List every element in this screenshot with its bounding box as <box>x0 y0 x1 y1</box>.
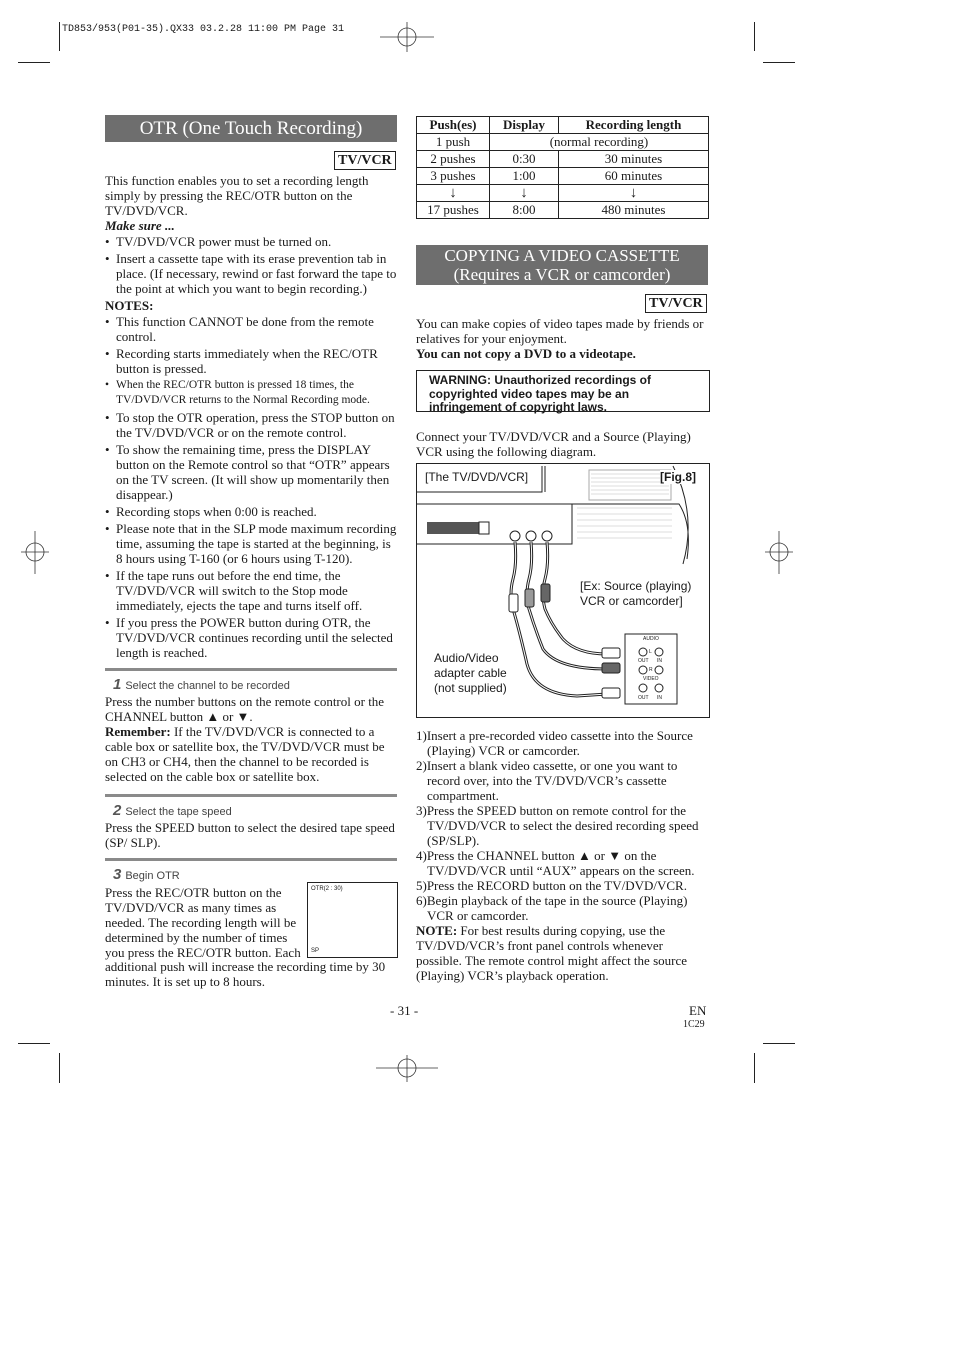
note-item: • Please note that in the SLP mode maximum recording time, assuming the tape is started at the beginning, is 8 hours using T-160 (or 6 hours using T-120). <box>105 521 397 566</box>
make-sure-label: Make sure ... <box>105 218 175 233</box>
panel-out-label: OUT <box>638 658 649 664</box>
otr-screen-speed: SP <box>311 948 320 954</box>
page-number: - 31 - <box>390 1003 419 1018</box>
note-label: NOTE: <box>416 923 458 938</box>
step3-rule <box>105 858 397 861</box>
note-item: • Recording stops when 0:00 is reached. <box>105 504 397 519</box>
down-arrow-icon: ↓ <box>490 185 559 202</box>
table-row <box>417 185 709 202</box>
table-cell: 30 minutes <box>559 151 709 168</box>
step1-title: Select the channel to be recorded <box>125 680 290 692</box>
step2-heading <box>113 802 232 819</box>
cable-label-line2: adapter cable <box>434 666 507 680</box>
step1-heading <box>113 676 290 693</box>
step1-text: Press the number buttons on the remote control or the CHANNEL button ▲ or ▼. <box>105 694 385 724</box>
step1-rule <box>105 668 397 671</box>
source-label-line1: [Ex: Source (playing) <box>580 579 692 593</box>
connection-diagram <box>416 463 710 718</box>
step3-text-a: Press the REC/OTR button on the TV/DVD/VCR as many times as needed. The recording length will be determined by the number of times you press the REC/OTR button. Each <box>105 885 301 960</box>
tv-vcr-badge: TV/VCR <box>334 151 396 170</box>
table-row <box>417 202 709 219</box>
note-item: • To stop the OTR operation, press the STOP button on the TV/DVD/VCR or on the remote control. <box>105 410 397 440</box>
otr-screen <box>307 882 398 958</box>
copy-step: 6)Begin playback of the tape in the source (Playing) VCR or camcorder. <box>416 893 688 923</box>
copy-step: 1)Insert a pre-recorded video cassette into the Source (Playing) VCR or camcorder. <box>416 728 693 758</box>
note-item: • This function CANNOT be done from the remote control. <box>105 314 397 344</box>
panel-video-label: VIDEO <box>643 676 659 682</box>
step3-heading <box>113 866 180 883</box>
copying-steps-block <box>416 728 709 983</box>
fig-label: [Fig.8] <box>660 470 696 484</box>
otr-title: OTR (One Touch Recording) <box>105 115 397 142</box>
down-arrow-icon: ↓ <box>559 185 709 202</box>
print-header: TD853/953(P01-35).QX33 03.2.28 11:00 PM Page 31 <box>62 24 345 35</box>
notes-label: NOTES: <box>105 298 154 313</box>
table-cell: 17 pushes <box>417 202 490 219</box>
table-cell: 1:00 <box>490 168 559 185</box>
remember-text: If the TV/DVD/VCR is connected to a cable box or satellite box, the TV/DVD/VCR must be on CH3 or CH4, then the channel to be recorded is selected on the cable box or satellite box. <box>105 724 385 784</box>
panel-audio-label: AUDIO <box>643 636 659 642</box>
remember-label: Remember: <box>105 724 171 739</box>
panel-out-label-2: OUT <box>638 695 649 701</box>
step2-rule <box>105 794 397 797</box>
cable-label-line1: Audio/Video <box>434 651 499 665</box>
down-arrow-icon: ↓ <box>417 185 490 202</box>
step3-title: Begin OTR <box>125 870 180 882</box>
table-header: Recording length <box>559 117 709 134</box>
doc-code: 1C29 <box>683 1019 705 1030</box>
table-row <box>417 134 709 151</box>
cable-label <box>434 651 507 696</box>
language-code: EN <box>689 1003 707 1018</box>
table-header: Display <box>490 117 559 134</box>
cable-label-line3: (not supplied) <box>434 681 507 695</box>
copying-title-line1: COPYING A VIDEO CASSETTE <box>444 246 680 265</box>
source-label <box>580 579 691 609</box>
step2-title: Select the tape speed <box>125 806 232 818</box>
recording-length-table <box>416 116 709 219</box>
panel-in-label-2: IN <box>657 695 662 701</box>
connect-text: Connect your TV/DVD/VCR and a Source (Playing) VCR using the following diagram. <box>416 429 691 459</box>
table-header: Push(es) <box>417 117 490 134</box>
table-row <box>417 168 709 185</box>
warning-box: WARNING: Unauthorized recordings of copyrighted video tapes may be an infringement of copyright laws. <box>416 370 710 412</box>
make-sure-item: • TV/DVD/VCR power must be turned on. <box>105 234 397 249</box>
note-item: • When the REC/OTR button is pressed 18 times, the TV/DVD/VCR returns to the Normal Recording mode. <box>105 378 397 408</box>
copy-step: 2)Insert a blank video cassette, or one you want to record over, into the TV/DVD/VCR’s cassette compartment. <box>416 758 678 803</box>
panel-l-label: L <box>649 649 652 655</box>
make-sure-item: • Insert a cassette tape with its erase prevention tab in place. (If necessary, rewind or fast forward the tape to the point at which you want to begin recording.) <box>105 251 397 296</box>
note-item: • To show the remaining time, press the DISPLAY button on the Remote control so that “OTR” appears on the TV screen. (It will show up momentarily then disappear.) <box>105 442 397 502</box>
copying-title <box>416 245 708 285</box>
table-cell: 8:00 <box>490 202 559 219</box>
step3-text-b: additional push will increase the recording time by 30 minutes. It is set up to 8 hours. <box>105 959 386 989</box>
otr-body <box>105 173 397 662</box>
note-item: • If the tape runs out before the end time, the TV/DVD/VCR will switch to the Stop mode immediately, ejects the tape and turns itself off. <box>105 568 397 613</box>
table-cell: 1 push <box>417 134 490 151</box>
copy-step: 5)Press the RECORD button on the TV/DVD/VCR. <box>416 878 687 893</box>
step1-body <box>105 694 397 784</box>
table-cell: 2 pushes <box>417 151 490 168</box>
tv-label: [The TV/DVD/VCR] <box>425 470 529 484</box>
note-item: • If you press the POWER button during OTR, the TV/DVD/VCR continues recording until the selected length is reached. <box>105 615 397 660</box>
step3-number: 3 <box>113 866 122 883</box>
copying-intro-block <box>416 316 709 361</box>
otr-intro: This function enables you to set a recording length simply by pressing the REC/OTR button on the TV/DVD/VCR. <box>105 173 369 218</box>
panel-in-label: IN <box>657 658 662 664</box>
panel-r-label: R <box>649 667 653 673</box>
table-cell: 60 minutes <box>559 168 709 185</box>
source-label-line2: VCR or camcorder] <box>580 594 683 608</box>
table-cell: 0:30 <box>490 151 559 168</box>
note-item: • Recording starts immediately when the REC/OTR button is pressed. <box>105 346 397 376</box>
table-row <box>417 151 709 168</box>
copy-step: 4)Press the CHANNEL button ▲ or ▼ on the TV/DVD/VCR until “AUX” appears on the screen. <box>416 848 695 878</box>
copying-title-line2: (Requires a VCR or camcorder) <box>453 265 671 284</box>
copying-intro: You can make copies of video tapes made by friends or relatives for your enjoyment. <box>416 316 704 346</box>
no-dvd-copy-note: You can not copy a DVD to a videotape. <box>416 346 636 361</box>
table-cell: 480 minutes <box>559 202 709 219</box>
step2-text: Press the SPEED button to select the desired tape speed (SP/ SLP). <box>105 820 395 850</box>
step1-number: 1 <box>113 676 122 693</box>
otr-screen-time: OTR(2 : 30) <box>311 886 343 892</box>
table-cell: (normal recording) <box>490 134 709 151</box>
table-header-row <box>417 117 709 134</box>
copy-step: 3)Press the SPEED button on remote control for the TV/DVD/VCR to select the desired recording speed (SP/SLP). <box>416 803 699 848</box>
tv-vcr-badge-right: TV/VCR <box>645 294 707 313</box>
step2-number: 2 <box>113 802 122 819</box>
table-cell: 3 pushes <box>417 168 490 185</box>
note-text: For best results during copying, use the TV/DVD/VCR’s front panel controls whenever possible. The remote control might affect the source (Playing) VCR’s playback operation. <box>416 923 687 983</box>
